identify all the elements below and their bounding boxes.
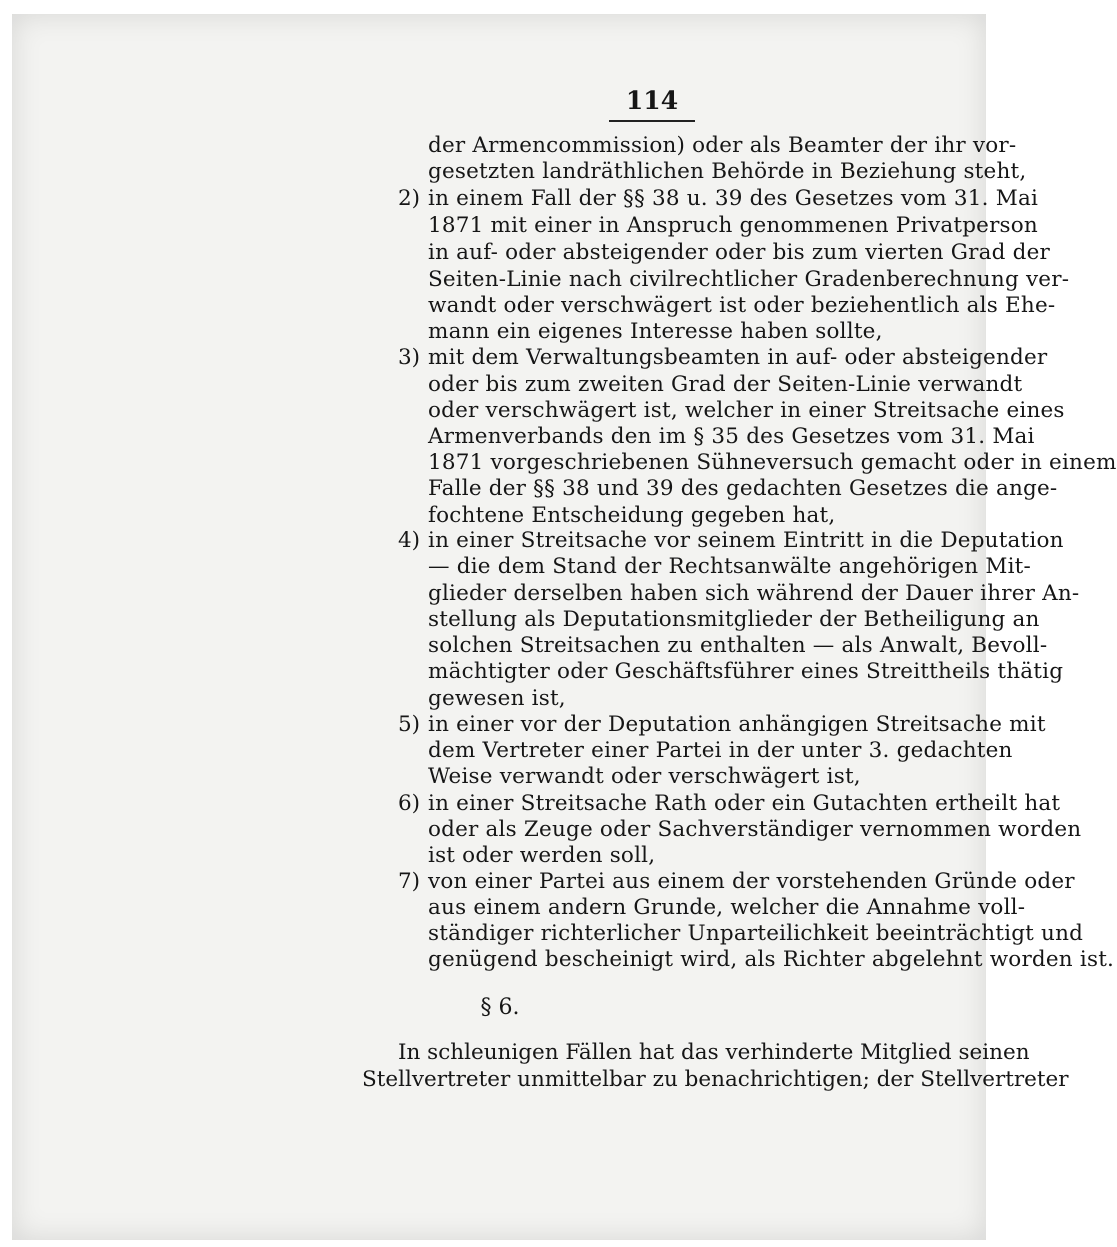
list-item-line: glieder derselben haben sich während der Dauer ihrer An- bbox=[428, 581, 1080, 606]
list-item-line: in einer vor der Deputation anhängigen Streitsache mit bbox=[428, 712, 1046, 737]
list-continuation-line: der Armencommission) oder als Beamter der ihr vor- bbox=[428, 133, 1017, 158]
list-item-line: Armenverbands den im § 35 des Gesetzes vom 31. Mai bbox=[428, 424, 1035, 449]
list-item-line: oder bis zum zweiten Grad der Seiten-Linie verwandt bbox=[428, 372, 1023, 397]
list-item-line: in einem Fall der §§ 38 u. 39 des Gesetzes vom 31. Mai bbox=[428, 186, 1039, 211]
list-item-line: aus einem andern Grunde, welcher die Annahme voll- bbox=[428, 895, 1026, 920]
list-item-line: oder verschwägert ist, welcher in einer Streitsache eines bbox=[428, 398, 1065, 423]
list-item-line: genügend bescheinigt wird, als Richter abgelehnt worden ist. bbox=[428, 947, 1115, 972]
list-item-line: Falle der §§ 38 und 39 des gedachten Gesetzes die ange- bbox=[428, 476, 1058, 501]
page-number-rule bbox=[609, 120, 695, 122]
list-item-line: von einer Partei aus einem der vorstehenden Gründe oder bbox=[428, 869, 1075, 894]
paragraph-line: In schleunigen Fällen hat das verhinderte Mitglied seinen bbox=[398, 1040, 1030, 1065]
list-item-line: solchen Streitsachen zu enthalten — als Anwalt, Bevoll- bbox=[428, 633, 1048, 658]
section-heading: § 6. bbox=[480, 995, 520, 1020]
list-item-line: in einer Streitsache Rath oder ein Gutachten ertheilt hat bbox=[428, 791, 1061, 816]
list-item-line: in auf- oder absteigender oder bis zum vierten Grad der bbox=[428, 240, 1050, 265]
list-item-line: mit dem Verwaltungsbeamten in auf- oder absteigender bbox=[428, 345, 1048, 370]
list-item-line: 1871 mit einer in Anspruch genommenen Privatperson bbox=[428, 213, 1038, 238]
list-item-line: ständiger richterlicher Unparteilichkeit beeinträchtigt und bbox=[428, 921, 1084, 946]
list-item-line: in einer Streitsache vor seinem Eintritt in die Deputation bbox=[428, 528, 1064, 553]
list-item-line: mächtigter oder Geschäftsführer eines Streittheils thätig bbox=[428, 659, 1064, 684]
list-item-line: Seiten-Linie nach civilrechtlicher Gradenberechnung ver- bbox=[428, 267, 1070, 292]
paragraph-line: Stellvertreter unmittelbar zu benachrichtigen; der Stellvertreter bbox=[362, 1067, 1069, 1092]
list-item-line: mann ein eigenes Interesse haben sollte, bbox=[428, 319, 883, 344]
list-item-marker: 5) bbox=[398, 712, 421, 737]
list-item-line: fochtene Entscheidung gegeben hat, bbox=[428, 503, 836, 528]
list-item-line: dem Vertreter einer Partei in der unter 3. gedachten bbox=[428, 738, 1013, 763]
list-item-line: 1871 vorgeschriebenen Sühneversuch gemacht oder in einem bbox=[428, 450, 1117, 475]
list-item-marker: 3) bbox=[398, 345, 421, 370]
list-item-line: stellung als Deputationsmitglieder der Betheiligung an bbox=[428, 607, 1040, 632]
list-item-marker: 4) bbox=[398, 528, 421, 553]
list-item-line: ist oder werden soll, bbox=[428, 843, 656, 868]
list-item-line: Weise verwandt oder verschwägert ist, bbox=[428, 764, 861, 789]
list-item-marker: 7) bbox=[398, 869, 421, 894]
list-item-marker: 2) bbox=[398, 186, 421, 211]
list-continuation-line: gesetzten landräthlichen Behörde in Beziehung steht, bbox=[428, 159, 1027, 184]
list-item-marker: 6) bbox=[398, 791, 421, 816]
list-item-line: gewesen ist, bbox=[428, 686, 566, 711]
list-item-line: — die dem Stand der Rechtsanwälte angehörigen Mit- bbox=[428, 554, 1031, 579]
page-number: 114 bbox=[625, 86, 679, 115]
list-item-line: oder als Zeuge oder Sachverständiger vernommen worden bbox=[428, 817, 1082, 842]
list-item-line: wandt oder verschwägert ist oder beziehentlich als Ehe- bbox=[428, 293, 1056, 318]
